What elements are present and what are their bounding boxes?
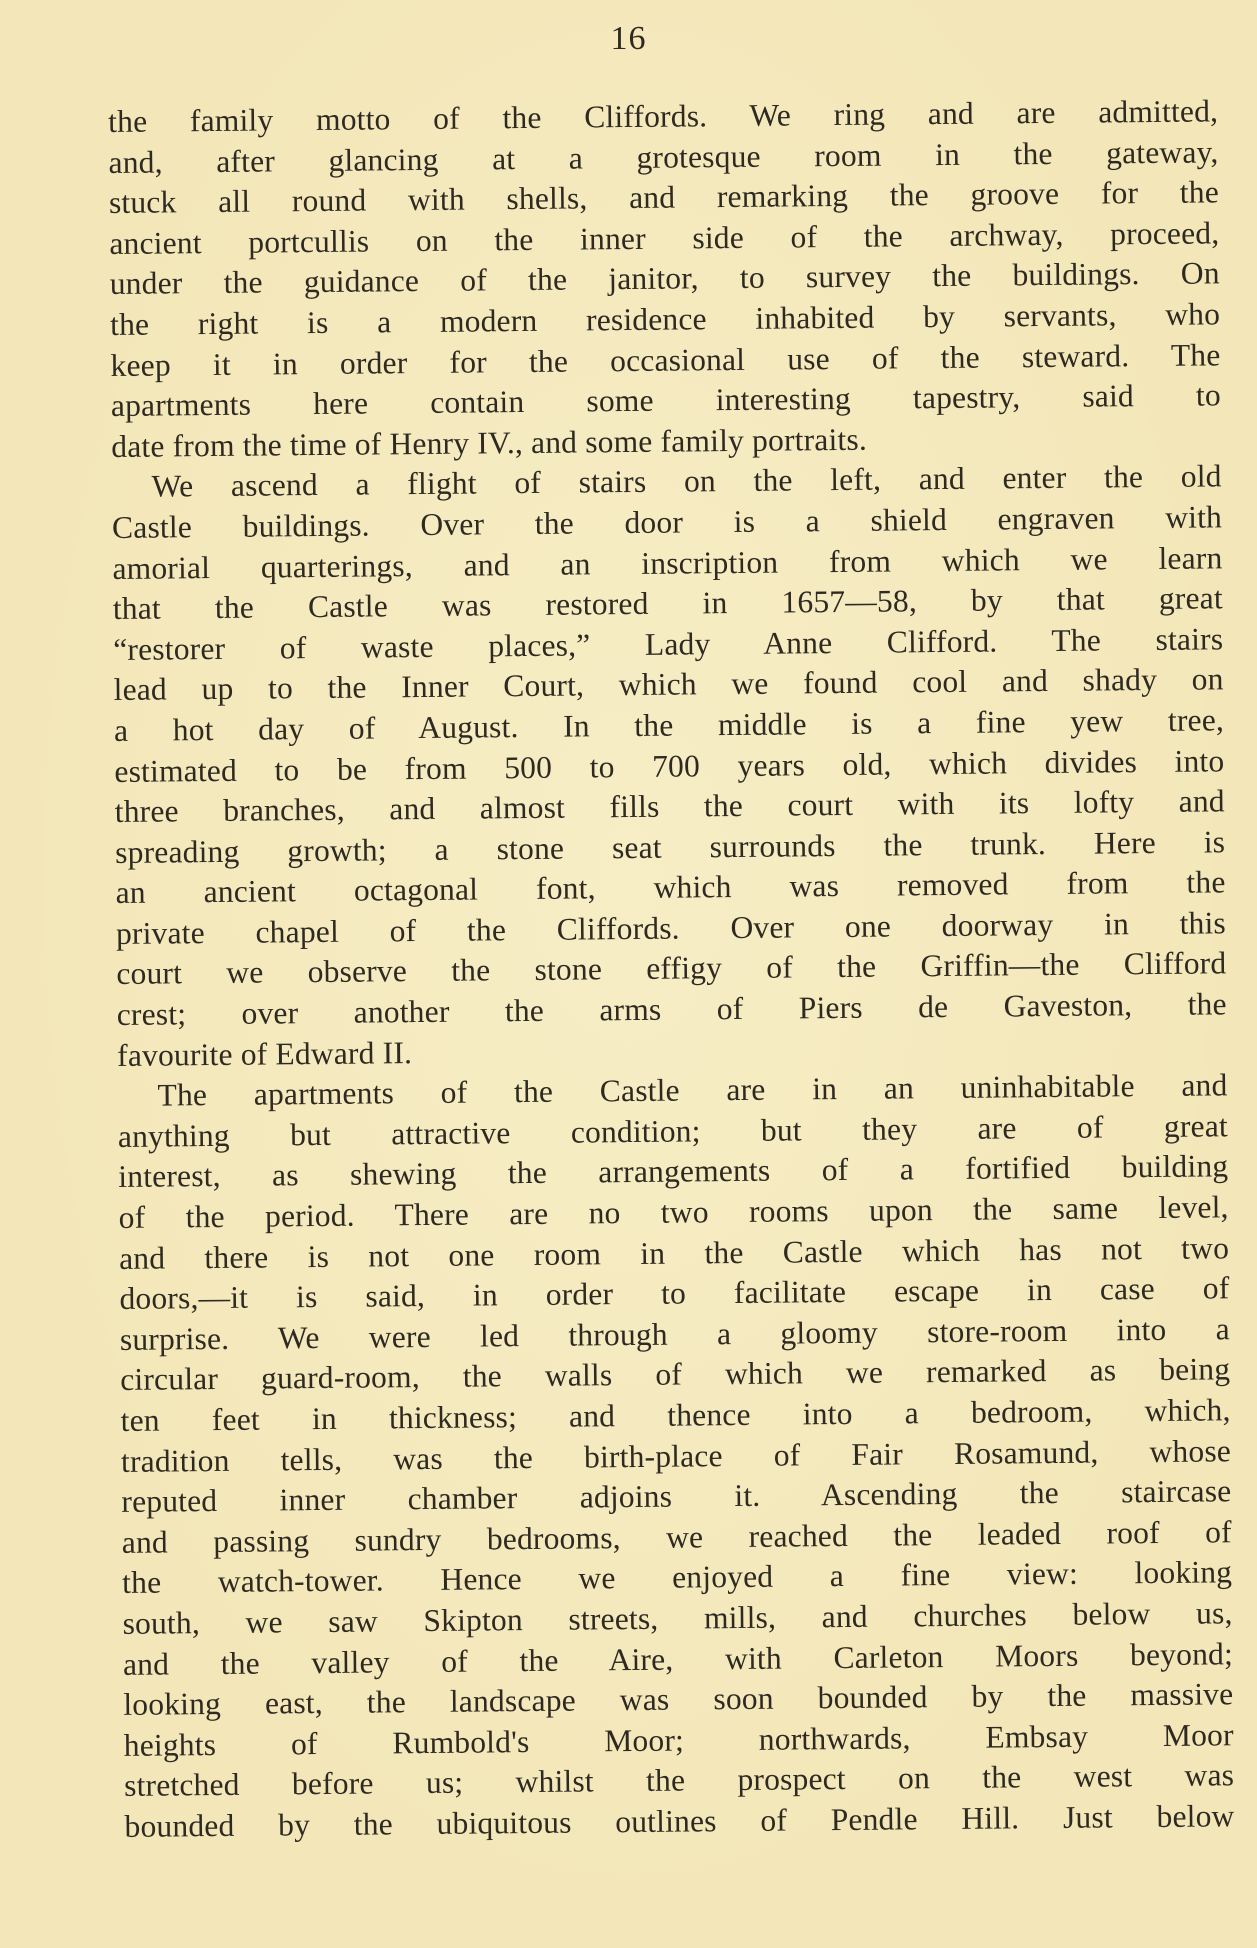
text-line: spreading growth; a stone seat surrounds the trunk. Here is xyxy=(115,823,1226,870)
text-line: estimated to be from 500 to 700 years old, which divides into xyxy=(114,742,1225,789)
text-line: The apartments of the Castle are in an uninhabitable and xyxy=(157,1067,1228,1113)
text-line: private chapel of the Cliffords. Over one doorway in this xyxy=(115,905,1227,951)
text-line: and the valley of the Aire, with Carleton Moors beyond; xyxy=(122,1635,1234,1682)
page-number: 16 xyxy=(610,20,647,57)
paragraph xyxy=(112,457,1228,1077)
text-line: court we observe the stone effigy of the Griffin—the Clifford xyxy=(116,945,1227,992)
text-line: and there is not one room in the Castle which has not two xyxy=(118,1229,1230,1276)
text-line: anything but attractive condition; but they are of great xyxy=(117,1108,1229,1154)
text-line: a hot day of August. In the middle is a fine yew tree, xyxy=(113,702,1225,748)
text-line: favourite of Edward II. xyxy=(116,1034,413,1073)
text-line: under the guidance of the janitor, to survey the buildings. On xyxy=(109,255,1220,302)
text-line: doors,—it is said, in order to facilitate escape in case of xyxy=(119,1270,1230,1317)
text-line: tradition tells, was the birth-place of Fair Rosamund, whose xyxy=(120,1432,1232,1479)
text-line: amorial quarterings, and an inscription from which we learn xyxy=(112,539,1223,586)
text-line: apartments here contain some interesting tapestry, said to xyxy=(110,377,1222,424)
text-line: the watch-tower. Hence we enjoyed a fine view: looking xyxy=(122,1554,1233,1601)
text-line: date from the time of Henry IV., and some family portraits. xyxy=(111,421,868,464)
text-line: stretched before us; whilst the prospect on the west was xyxy=(123,1757,1235,1804)
text-line: ten feet in thickness; and thence into a bedroom, which, xyxy=(120,1392,1231,1438)
paragraph xyxy=(117,1066,1234,1848)
text-line: south, we saw Skipton streets, mills, and churches below us, xyxy=(122,1595,1233,1641)
text-line: heights of Rumbold's Moor; northwards, Embsay Moor xyxy=(123,1717,1234,1763)
text-line: and passing sundry bedrooms, we reached the leaded roof of xyxy=(121,1514,1232,1560)
text-line: crest; over another the arms of Piers de Gaveston, the xyxy=(116,986,1227,1033)
text-line: that the Castle was restored in 1657—58, by that great xyxy=(112,580,1223,627)
text-line: the family motto of the Cliffords. We ring and are admitted, xyxy=(108,93,1219,139)
text-line: looking east, the landscape was soon bounded by the massive xyxy=(123,1676,1234,1723)
body-text xyxy=(108,91,1235,1847)
paragraph xyxy=(108,91,1221,467)
text-line: stuck all round with shells, and remarking the groove for the xyxy=(108,174,1220,221)
text-line: We ascend a flight of stairs on the left, and enter the old xyxy=(151,458,1222,504)
text-line: an ancient octagonal font, which was removed from the xyxy=(115,864,1226,911)
text-line: interest, as shewing the arrangements of a fortified building xyxy=(118,1148,1229,1195)
text-line: “restorer of waste places,” Lady Anne Clifford. The stairs xyxy=(113,621,1224,667)
text-line: Castle buildings. Over the door is a shield engraven with xyxy=(111,499,1223,545)
text-line: of the period. There are no two rooms upon the same level, xyxy=(118,1189,1229,1235)
text-line: circular guard-room, the walls of which we remarked as being xyxy=(120,1351,1231,1398)
text-line: three branches, and almost fills the court with its lofty and xyxy=(114,783,1225,830)
text-line: lead up to the Inner Court, which we found cool and shady on xyxy=(113,661,1224,708)
text-line: the right is a modern residence inhabited by servants, who xyxy=(109,296,1221,342)
text-line: bounded by the ubiquitous outlines of Pendle Hill. Just below xyxy=(124,1798,1235,1844)
text-line: ancient portcullis on the inner side of the archway, proceed, xyxy=(109,215,1220,261)
text-line: and, after glancing at a grotesque room in the gateway, xyxy=(108,133,1219,180)
text-line: keep it in order for the occasional use of the steward. The xyxy=(110,336,1221,383)
text-line: surprise. We were led through a gloomy store-room into a xyxy=(119,1311,1230,1357)
text-line: reputed inner chamber adjoins it. Ascending the staircase xyxy=(121,1473,1232,1520)
